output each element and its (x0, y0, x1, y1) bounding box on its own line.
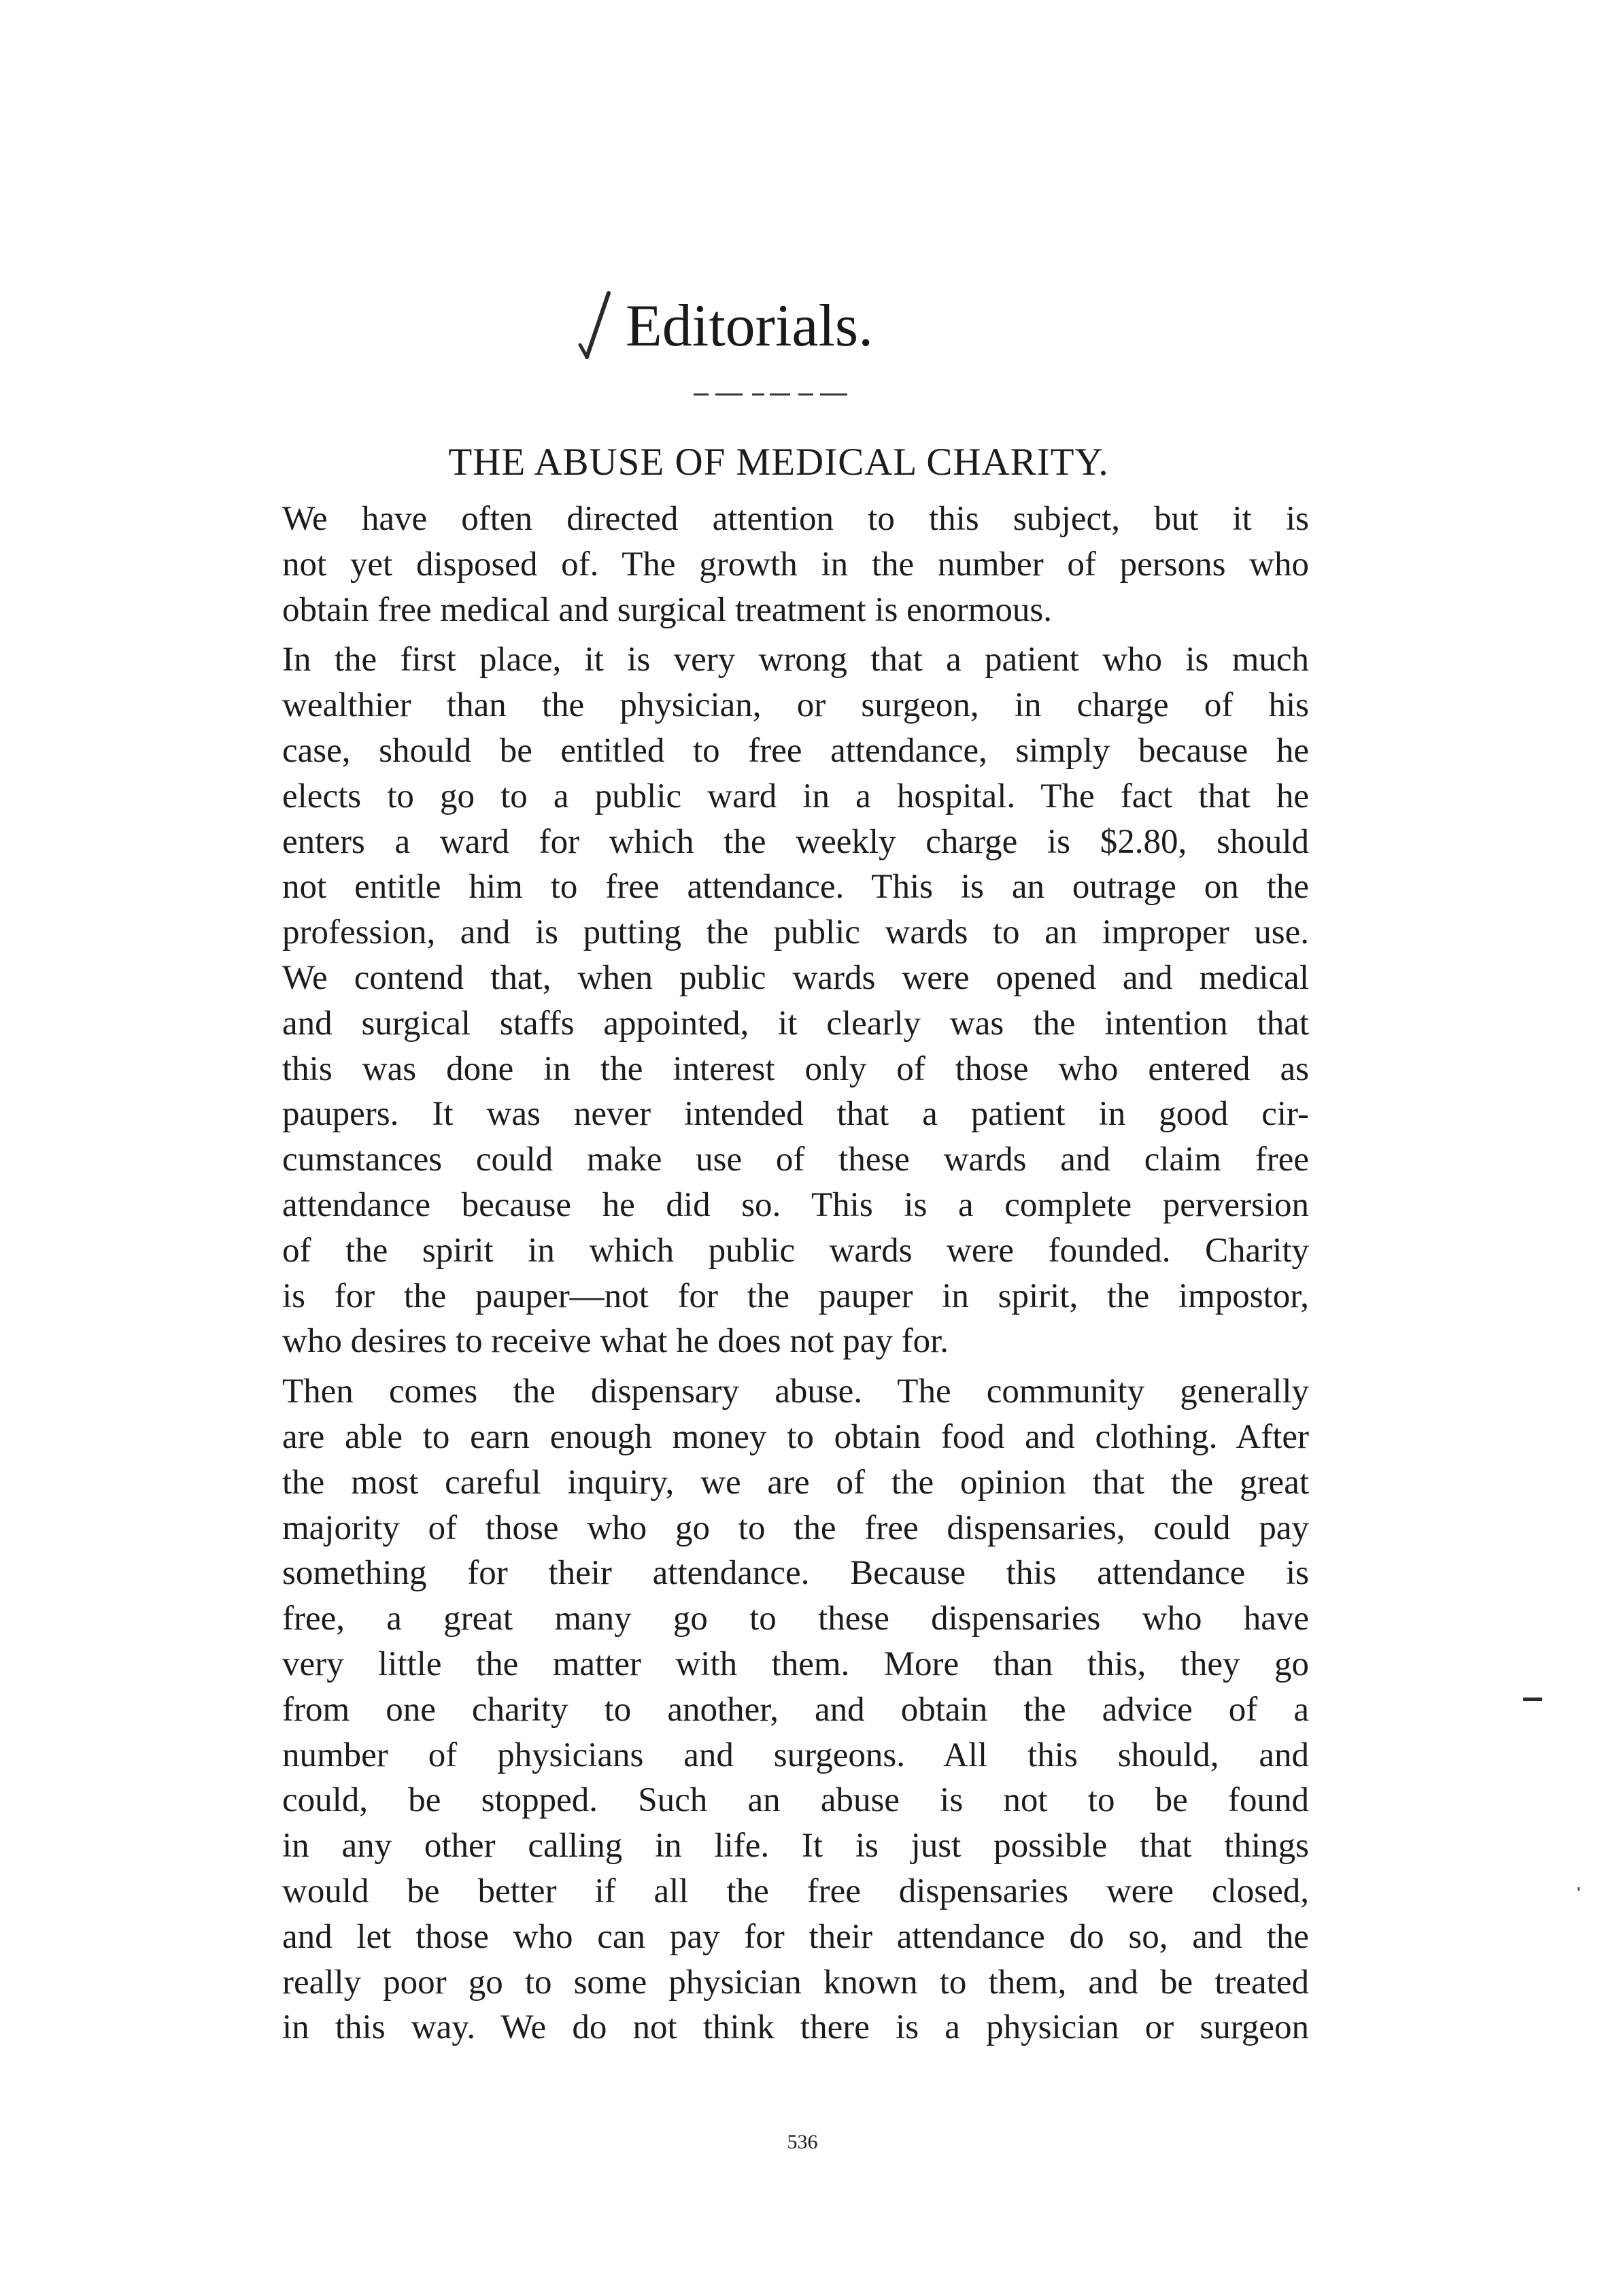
heading-divider (694, 393, 857, 396)
body-line: elects to go to a public ward in a hospital. The fact that he (282, 777, 1309, 815)
article-body (282, 496, 1309, 2050)
margin-pencil-dash (1523, 1698, 1542, 1701)
body-line: is for the pauper—not for the pauper in spirit, the impostor, (282, 1277, 1309, 1315)
body-line: obtain free medical and surgical treatment is enormous. (282, 590, 1053, 629)
body-line: who desires to receive what he does not pay for. (282, 1322, 949, 1361)
pencil-check-mark (575, 289, 615, 364)
body-line: profession, and is putting the public wards to an improper use. (282, 913, 1309, 952)
article-title: THE ABUSE OF MEDICAL CHARITY. (448, 441, 1109, 484)
body-line: We contend that, when public wards were opened and medical (282, 958, 1309, 997)
page-number: 536 (787, 2131, 818, 2153)
body-line: number of physicians and surgeons. All this should, and (282, 1736, 1309, 1774)
body-line: We have often directed attention to this subject, but it is (282, 500, 1309, 538)
body-line: could, be stopped. Such an abuse is not to be found (282, 1781, 1309, 1820)
section-heading: Editorials. (626, 293, 874, 359)
body-line: would be better if all the free dispensaries were closed, (282, 1872, 1309, 1910)
body-line: the most careful inquiry, we are of the opinion that the great (282, 1463, 1309, 1502)
body-line: something for their attendance. Because this attendance is (282, 1554, 1309, 1593)
body-line: from one charity to another, and obtain the advice of a (282, 1690, 1309, 1729)
body-line: wealthier than the physician, or surgeon, in charge of his (282, 686, 1309, 725)
body-line: not yet disposed of. The growth in the number of persons who (282, 545, 1309, 584)
body-line: majority of those who go to the free dispensaries, could pay (282, 1508, 1309, 1547)
body-line: case, should be entitled to free attendance, simply because he (282, 731, 1309, 770)
body-line: and surgical staffs appointed, it clearly was the intention that (282, 1004, 1309, 1043)
body-line: cumstances could make use of these wards and claim free (282, 1141, 1309, 1179)
body-line: enters a ward for which the weekly charge is $2.80, should (282, 822, 1309, 861)
body-line: free, a great many go to these dispensaries who have (282, 1600, 1309, 1638)
body-line: and let those who can pay for their attendance do so, and the (282, 1917, 1309, 1956)
body-line: paupers. It was never intended that a patient in good cir- (282, 1095, 1309, 1134)
margin-speck (1578, 1887, 1580, 1891)
body-line: in any other calling in life. It is just possible that things (282, 1827, 1309, 1866)
body-line: attendance because he did so. This is a complete perversion (282, 1185, 1309, 1224)
body-line: are able to earn enough money to obtain food and clothing. After (282, 1417, 1309, 1456)
body-line: this was done in the interest only of those who entered as (282, 1049, 1309, 1088)
body-line: really poor go to some physician known to them, and be treated (282, 1963, 1309, 2002)
body-line: in this way. We do not think there is a physician or surgeon (282, 2008, 1309, 2047)
body-line: not entitle him to free attendance. This is an outrage on the (282, 868, 1309, 907)
body-line: of the spirit in which public wards were founded. Charity (282, 1231, 1309, 1270)
body-line: Then comes the dispensary abuse. The community generally (282, 1372, 1309, 1411)
body-line: very little the matter with them. More than this, they go (282, 1644, 1309, 1683)
body-line: In the first place, it is very wrong that a patient who is much (282, 641, 1309, 679)
